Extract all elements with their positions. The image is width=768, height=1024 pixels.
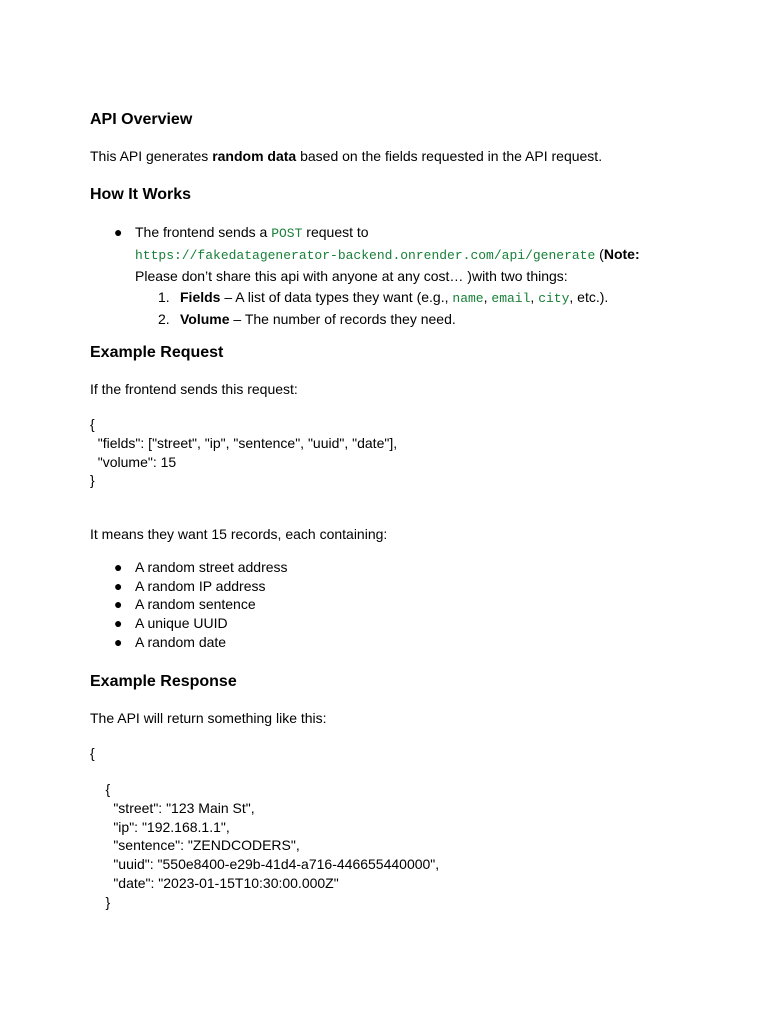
response-code-open: {	[90, 745, 95, 761]
how-it-works-line-2: https://fakedatagenerator-backend.onrender.com/api/generate (Note:	[135, 246, 640, 263]
bullet-icon: ●	[114, 224, 123, 240]
code-name: name	[452, 291, 484, 306]
example-request-heading: Example Request	[90, 344, 224, 361]
list-item-fields: 1. Fields – A list of data types they want (e.g., name, email, city, etc.).	[158, 289, 609, 306]
bullet-icon: ●	[114, 633, 123, 650]
list-item: ● A random sentence	[114, 596, 256, 613]
how-it-works-line-1: ● The frontend sends a POST request to	[114, 224, 369, 241]
list-item: ● A random date	[114, 633, 227, 650]
post-method-code: POST	[271, 226, 303, 241]
response-code-block: { "street": "123 Main St", "ip": "192.168.1.1", "sentence": "ZENDCODERS", "uuid": "550e8400-e29b-41d4-a716-446655440000", "date": "2023-01-15T10:30:00.000Z" }	[105, 781, 440, 910]
code-email: email	[491, 291, 531, 306]
bullet-icon: ●	[114, 615, 123, 632]
how-it-works-line-3: Please don’t share this api with anyone at any cost… )with two things:	[135, 268, 568, 284]
how-it-works-list	[90, 222, 690, 329]
note-label: Note:	[603, 246, 640, 262]
list-item: ● A random IP address	[114, 577, 266, 594]
request-intro: If the frontend sends this request:	[90, 381, 298, 397]
bullet-icon: ●	[114, 577, 123, 594]
record-fields-list	[90, 558, 288, 652]
example-response-heading: Example Response	[90, 673, 237, 690]
request-code-block: { "fields": ["street", "ip", "sentence", "uuid", "date"], "volume": 15 }	[90, 416, 398, 489]
list-item: ● A random street address	[114, 559, 288, 575]
bullet-icon: ●	[114, 559, 123, 575]
overview-heading: API Overview	[90, 111, 193, 128]
response-intro: The API will return something like this:	[90, 710, 327, 726]
request-meaning: It means they want 15 records, each containing:	[90, 526, 388, 542]
overview-intro: This API generates random data based on the fields requested in the API request.	[90, 148, 603, 164]
numbered-list	[90, 287, 690, 329]
code-city: city	[538, 291, 570, 306]
list-item: ● A unique UUID	[114, 615, 228, 632]
bullet-icon: ●	[114, 596, 123, 613]
how-it-works-heading: How It Works	[90, 186, 192, 203]
api-url-code: https://fakedatagenerator-backend.onrender.com/api/generate	[135, 248, 596, 263]
list-item-volume: 2. Volume – The number of records they need.	[158, 311, 456, 327]
